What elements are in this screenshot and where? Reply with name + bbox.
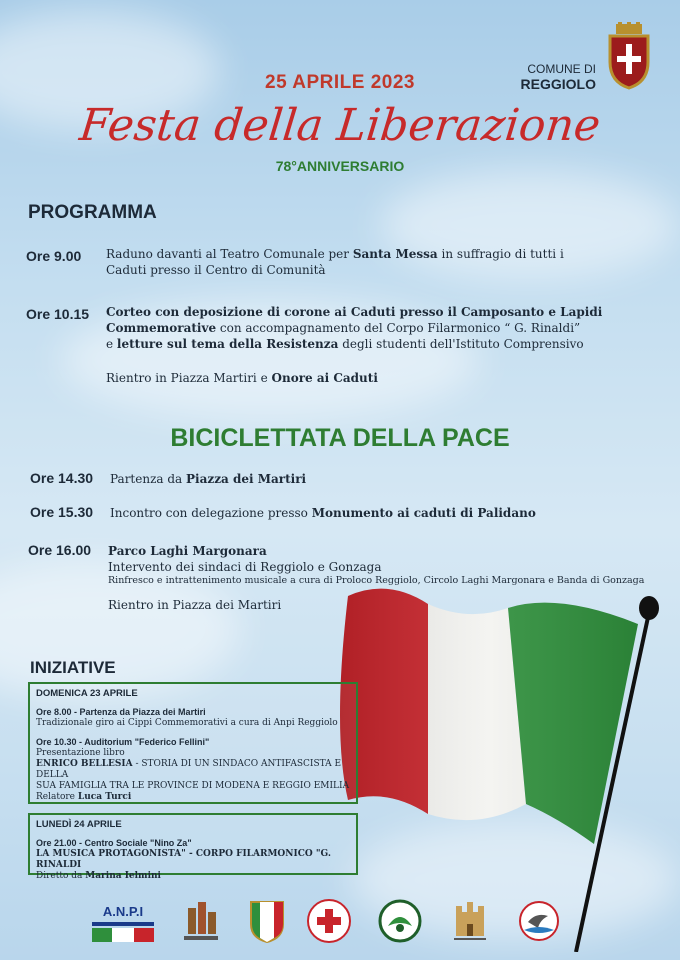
proloco-logo-icon (180, 898, 222, 944)
sponsor-logos (0, 898, 680, 948)
event-description: Presentazione libro (36, 748, 125, 758)
text-bold: Luca Turci (77, 792, 132, 802)
anpi-text: A.N.P.I (102, 904, 144, 919)
schedule-item (26, 304, 656, 394)
schedule-item (30, 470, 660, 490)
crest-icon (604, 22, 654, 90)
castle-logo-icon (450, 898, 490, 944)
text: Caduti presso il Centro di Comunità (106, 263, 326, 277)
text: Rientro in Piazza Martiri e (106, 371, 272, 385)
event-description: Tradizionale giro ai Cippi Commemorativi a cura di Anpi Reggiolo (36, 718, 338, 728)
biciclettata-heading: BICICLETTATA DELLA PACE (170, 424, 510, 452)
event-time: Ore 8.00 - Partenza da Piazza dei Martiri (36, 707, 206, 717)
text-bold: Onore ai Caduti (271, 371, 378, 385)
schedule-item (30, 504, 660, 524)
iniziative-heading: INIZIATIVE (30, 658, 116, 677)
schedule-description (106, 304, 626, 386)
event-date: 25 APRILE 2023 (265, 72, 415, 93)
text-bold: Monumento ai caduti di Palidano (311, 506, 536, 520)
text-bold: Parco Laghi Margonara (108, 544, 267, 558)
event-description: SUA FAMIGLIA TRA LE PROVINCE DI MODENA E REGGIO EMILIA (36, 781, 350, 791)
event-day: DOMENICA 23 APRILE (36, 688, 138, 699)
schedule-time: Ore 9.00 (26, 248, 82, 264)
text-bold: LA MUSICA PROTAGONISTA" (36, 849, 186, 859)
schedule-description (106, 246, 626, 278)
comune-line1: COMUNE DI (527, 62, 596, 76)
text-bold: letture sul tema della Resistenza (116, 337, 339, 351)
event-day: LUNEDÌ 24 APRILE (36, 819, 122, 830)
text: Intervento dei sindaci di Reggiolo e Gonzaga (108, 560, 382, 574)
text: degli studenti dell'Istituto Comprensivo (338, 337, 584, 351)
text: con accompagnamento del Corpo Filarmonico “ G. Rinaldi” (216, 321, 581, 335)
event-description (36, 871, 350, 882)
text: Diretto da (36, 871, 86, 881)
bird-logo-icon (518, 898, 560, 944)
event-time: Ore 21.00 - Centro Sociale "Nino Za" (36, 838, 192, 848)
text-bold: Commemorative (106, 321, 217, 335)
text-bold: ENRICO BELLESIA (36, 759, 133, 769)
text: Partenza da (110, 472, 187, 486)
text-bold: Piazza dei Martiri (186, 472, 307, 486)
schedule-time: Ore 15.30 (30, 504, 94, 520)
event-description (36, 792, 350, 803)
anpi-logo-icon (88, 898, 158, 944)
text-small: Rinfresco e intrattenimento musicale a cura di Proloco Reggiolo, Circolo Laghi Margonara e Banda di Gonzaga (108, 575, 645, 586)
shield-logo-icon (248, 898, 286, 944)
text: Rientro in Piazza dei Martiri (108, 598, 282, 612)
text: in suffragio di tutti i (437, 247, 564, 261)
text: Relatore (36, 792, 78, 802)
text: - STORIA DI UN SINDACO ANTIFASCISTA E DELLA (36, 759, 342, 780)
anniversary-label: 78°ANNIVERSARIO (275, 158, 405, 174)
schedule-item (26, 246, 656, 280)
event-box-monday (28, 813, 358, 881)
italian-flag-icon (318, 582, 670, 952)
schedule-time: Ore 16.00 (28, 542, 92, 558)
red-cross-logo-icon (306, 898, 352, 944)
schedule-time: Ore 14.30 (30, 470, 94, 486)
text: Raduno davanti al Teatro Comunale per (106, 247, 353, 261)
schedule-description (110, 471, 630, 487)
comune-label (521, 62, 596, 92)
programma-heading: PROGRAMMA (28, 202, 157, 223)
circle-green-logo-icon (378, 898, 422, 944)
event-time: Ore 10.30 - Auditorium "Federico Fellini" (36, 737, 210, 747)
page-title: Festa della Liberazione (77, 100, 603, 151)
text-bold: Santa Messa (352, 247, 438, 261)
schedule-time: Ore 10.15 (26, 306, 90, 322)
comune-line2: REGGIOLO (520, 76, 596, 92)
event-box-sunday (28, 682, 358, 804)
schedule-description (110, 505, 630, 521)
text-bold: Marina Ielmini (85, 871, 161, 881)
text-bold: - CORPO FILARMONICO "G. RINALDI (36, 849, 332, 870)
text: Incontro con delegazione presso (110, 506, 312, 520)
text: e (106, 337, 117, 351)
text-bold: Corteo con deposizione di corone ai Caduti presso il Camposanto e Lapidi (106, 305, 603, 319)
event-description (36, 849, 350, 871)
event-description (36, 759, 350, 781)
